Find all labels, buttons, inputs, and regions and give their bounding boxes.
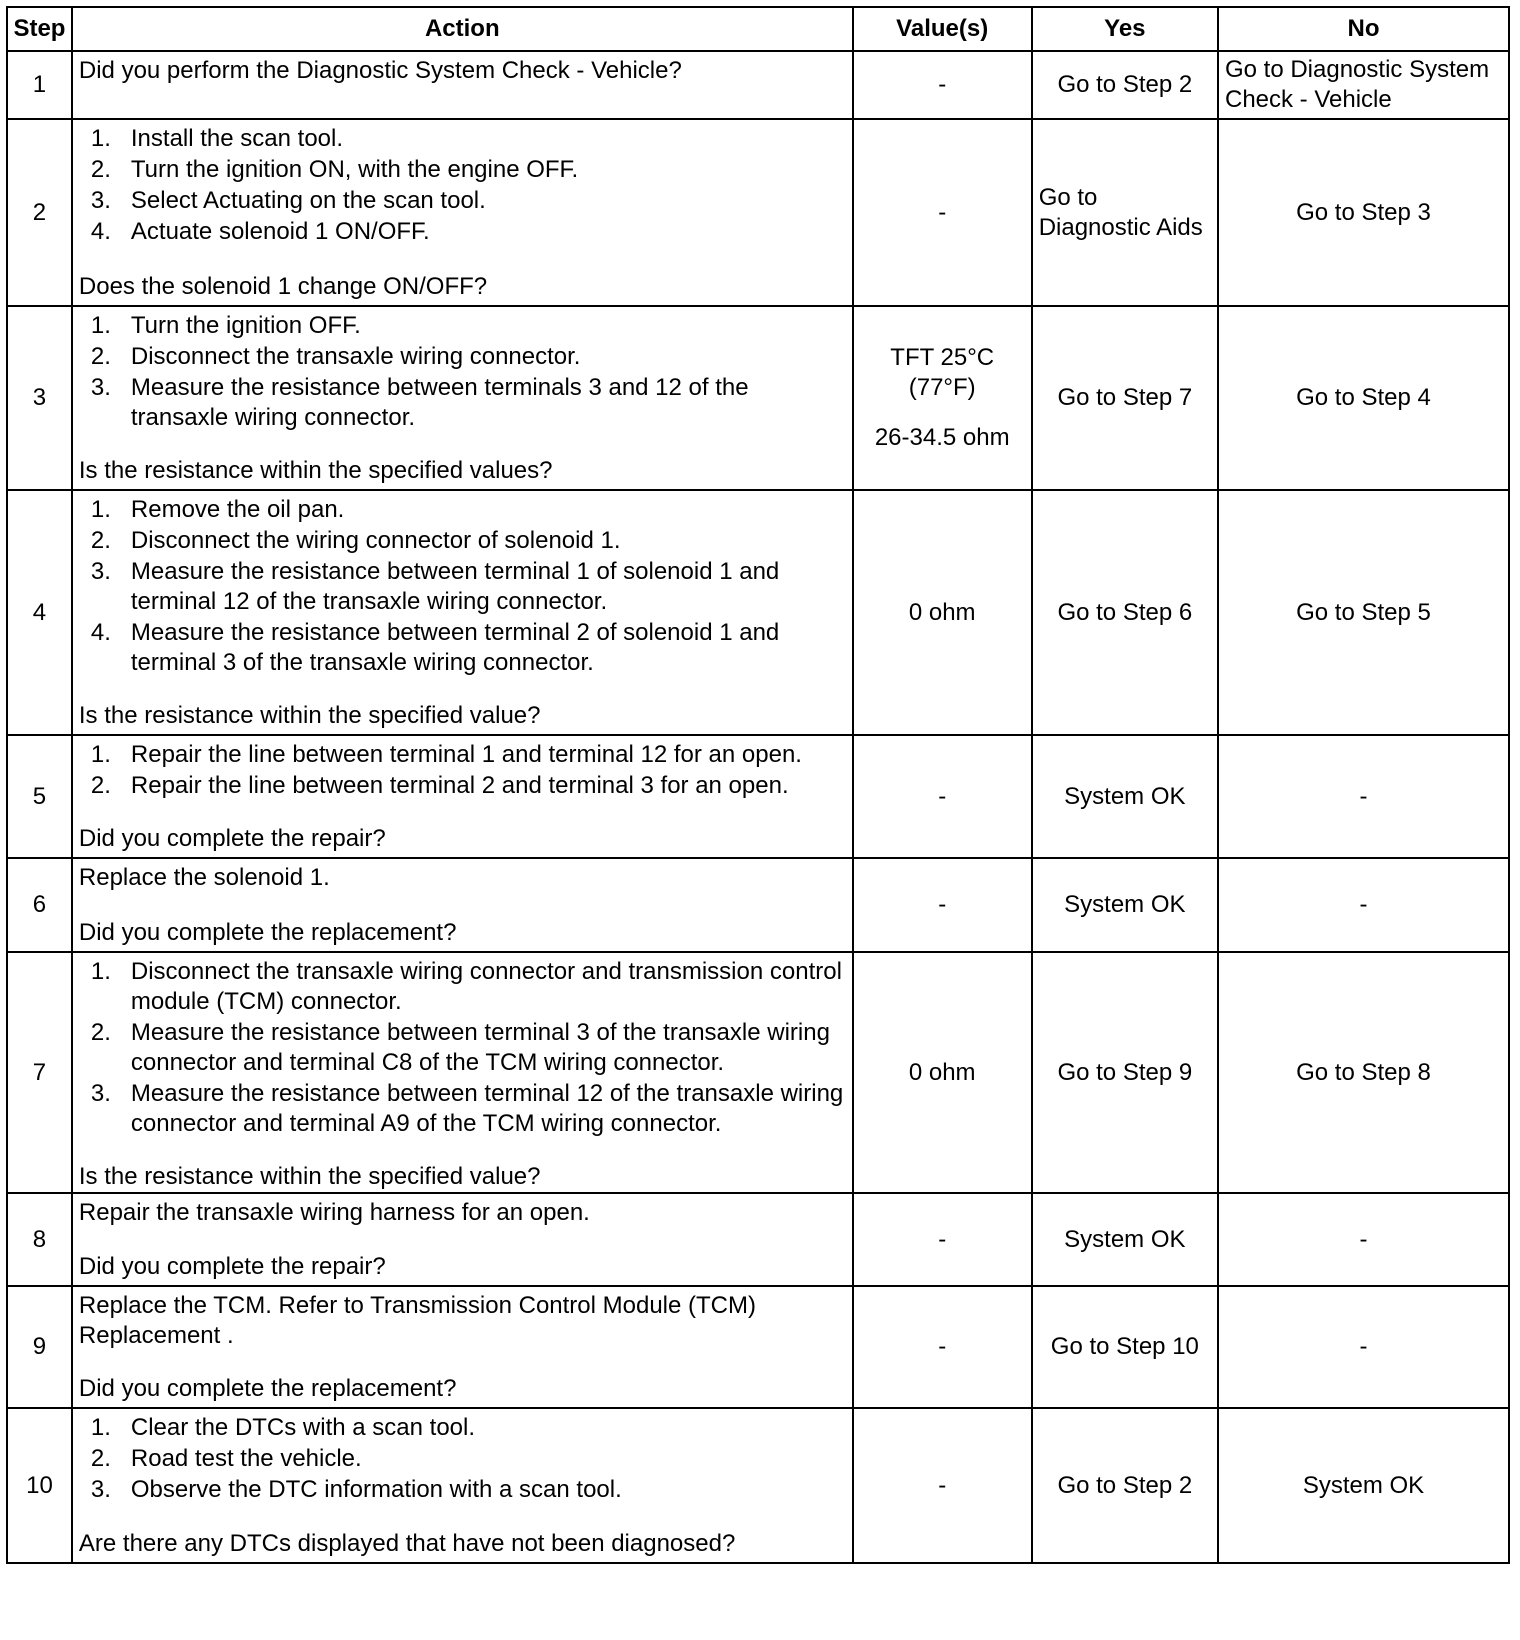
action-top xyxy=(79,56,846,86)
list-item-number: 1. xyxy=(90,957,111,985)
action-top xyxy=(79,740,846,802)
step-number: 1 xyxy=(7,51,72,119)
no-cell: - xyxy=(1218,858,1509,952)
list-item-number: 3. xyxy=(90,557,111,585)
value-cell xyxy=(853,1286,1032,1408)
action-question: Did you complete the replacement? xyxy=(78,918,457,946)
list-item-number: 3. xyxy=(90,1079,111,1107)
yes-cell: Go to Diagnostic Aids xyxy=(1032,119,1218,306)
step-number: 5 xyxy=(7,735,72,858)
action-question: Did you complete the replacement? xyxy=(78,1374,457,1402)
list-item-text: Install the scan tool. xyxy=(130,124,344,152)
action-intro: Replace the TCM. Refer to Transmission Control Module (TCM) Replacement . xyxy=(78,1291,756,1349)
list-item-number: 2. xyxy=(90,771,111,799)
yes-cell: Go to Step 2 xyxy=(1032,1408,1218,1563)
list-item xyxy=(91,495,846,525)
list-item-text: Road test the vehicle. xyxy=(130,1444,362,1472)
step-number: 6 xyxy=(7,858,72,952)
list-item-text: Select Actuating on the scan tool. xyxy=(130,186,486,214)
header-step: Step xyxy=(7,7,72,51)
table-row xyxy=(7,119,1509,306)
action-steps-list xyxy=(79,495,846,678)
value-text: - xyxy=(938,71,947,98)
list-item-text: Measure the resistance between terminal 3 of the transaxle wiring connector and terminal C8 of the TCM wiring connector. xyxy=(130,1018,830,1076)
yes-cell: Go to Step 9 xyxy=(1032,952,1218,1193)
action-top xyxy=(79,1413,846,1506)
list-item xyxy=(91,1413,846,1443)
action-steps-list xyxy=(79,311,846,433)
list-item-number: 1. xyxy=(90,124,111,152)
action-cell xyxy=(72,1408,853,1563)
diagnostic-table xyxy=(6,6,1510,1564)
value-text: - xyxy=(938,1333,947,1360)
value-text: 26-34.5 ohm xyxy=(874,424,1010,451)
action-cell xyxy=(72,735,853,858)
list-item xyxy=(91,740,846,770)
list-item-text: Remove the oil pan. xyxy=(130,495,345,523)
list-item xyxy=(91,526,846,556)
yes-cell: Go to Step 7 xyxy=(1032,306,1218,490)
action-content xyxy=(79,56,846,115)
action-cell xyxy=(72,306,853,490)
value-text: - xyxy=(938,891,947,918)
action-content xyxy=(79,1413,846,1559)
action-intro: Replace the solenoid 1. xyxy=(78,863,330,891)
action-content xyxy=(79,311,846,486)
value-text: - xyxy=(938,1225,947,1253)
action-content xyxy=(79,495,846,731)
table-body xyxy=(7,51,1509,1563)
action-cell xyxy=(72,1286,853,1408)
value-text: TFT 25°C (77°F) xyxy=(890,344,995,401)
list-item-number: 3. xyxy=(90,186,111,214)
no-cell: Go to Step 3 xyxy=(1218,119,1509,306)
list-item-text: Disconnect the transaxle wiring connector and transmission control module (TCM) connector. xyxy=(130,957,842,1015)
action-intro: Repair the transaxle wiring harness for an open. xyxy=(78,1198,590,1226)
table-row xyxy=(7,735,1509,858)
no-cell: System OK xyxy=(1218,1408,1509,1563)
value-text: - xyxy=(938,198,947,226)
action-intro: Did you perform the Diagnostic System Check - Vehicle? xyxy=(78,56,682,84)
step-number: 2 xyxy=(7,119,72,306)
list-item xyxy=(91,311,846,341)
yes-cell: Go to Step 6 xyxy=(1032,490,1218,735)
list-item-text: Measure the resistance between terminals 3 and 12 of the transaxle wiring connector. xyxy=(130,373,749,431)
list-item-text: Measure the resistance between terminal 2 of solenoid 1 and terminal 3 of the transaxle wiring connector. xyxy=(130,618,780,676)
action-content xyxy=(79,124,846,302)
list-item-number: 1. xyxy=(90,740,111,768)
list-item xyxy=(91,124,846,154)
table-row xyxy=(7,51,1509,119)
no-cell: Go to Step 5 xyxy=(1218,490,1509,735)
table-row xyxy=(7,306,1509,490)
step-number: 3 xyxy=(7,306,72,490)
list-item-text: Disconnect the wiring connector of solenoid 1. xyxy=(130,526,621,554)
step-number: 9 xyxy=(7,1286,72,1408)
value-cell xyxy=(853,1408,1032,1563)
table-row xyxy=(7,1286,1509,1408)
action-content xyxy=(79,1198,846,1282)
action-question: Did you complete the repair? xyxy=(78,1252,386,1280)
value-cell xyxy=(853,735,1032,858)
list-item-number: 2. xyxy=(90,1444,111,1472)
table-row xyxy=(7,1408,1509,1563)
action-question: Did you complete the repair? xyxy=(78,824,386,852)
no-cell: Go to Step 4 xyxy=(1218,306,1509,490)
list-item xyxy=(91,373,846,433)
list-item-number: 2. xyxy=(90,526,111,554)
header-action: Action xyxy=(72,7,853,51)
list-item-number: 2. xyxy=(90,155,111,183)
list-item-text: Measure the resistance between terminal 12 of the transaxle wiring connector and terminal A9 of the TCM wiring connector. xyxy=(130,1079,844,1137)
list-item-text: Clear the DTCs with a scan tool. xyxy=(130,1413,476,1441)
value-text: 0 ohm xyxy=(908,598,976,626)
header-yes: Yes xyxy=(1032,7,1218,51)
list-item-number: 1. xyxy=(90,1413,111,1441)
step-number: 4 xyxy=(7,490,72,735)
action-question: Is the resistance within the specified value? xyxy=(78,1162,541,1190)
value-cell xyxy=(853,51,1032,119)
value-cell xyxy=(853,119,1032,306)
action-cell xyxy=(72,952,853,1193)
no-cell: - xyxy=(1218,735,1509,858)
action-cell xyxy=(72,858,853,952)
header-values: Value(s) xyxy=(853,7,1032,51)
list-item xyxy=(91,957,846,1017)
action-cell xyxy=(72,490,853,735)
list-item-text: Observe the DTC information with a scan tool. xyxy=(130,1475,622,1503)
list-item-number: 1. xyxy=(90,495,111,523)
yes-cell: System OK xyxy=(1032,1193,1218,1286)
list-item-text: Disconnect the transaxle wiring connector. xyxy=(130,342,581,370)
value-cell xyxy=(853,1193,1032,1286)
list-item-number: 1. xyxy=(90,311,111,339)
action-top xyxy=(79,1291,846,1351)
value-text: - xyxy=(938,1471,947,1499)
action-steps-list xyxy=(79,740,846,801)
value-cell xyxy=(853,306,1032,490)
list-item-number: 2. xyxy=(90,342,111,370)
no-cell: Go to Step 8 xyxy=(1218,952,1509,1193)
list-item-text: Turn the ignition OFF. xyxy=(130,311,361,339)
list-item xyxy=(91,155,846,185)
no-cell: Go to Diagnostic System Check - Vehicle xyxy=(1218,51,1509,119)
list-item xyxy=(91,618,846,678)
list-item-number: 2. xyxy=(90,1018,111,1046)
header-no: No xyxy=(1218,7,1509,51)
action-steps-list xyxy=(79,124,846,247)
value-cell xyxy=(853,490,1032,735)
list-item-number: 4. xyxy=(90,217,111,245)
list-item xyxy=(91,771,846,801)
list-item-text: Repair the line between terminal 2 and terminal 3 for an open. xyxy=(130,771,789,799)
header-row xyxy=(7,7,1509,51)
value-text: - xyxy=(938,782,947,810)
action-top xyxy=(79,957,846,1140)
list-item-text: Repair the line between terminal 1 and terminal 12 for an open. xyxy=(130,740,802,768)
yes-cell: Go to Step 2 xyxy=(1032,51,1218,119)
action-question: Is the resistance within the specified values? xyxy=(78,456,553,484)
step-number: 8 xyxy=(7,1193,72,1286)
action-top xyxy=(79,863,846,893)
action-question: Is the resistance within the specified value? xyxy=(78,701,541,729)
value-text: 0 ohm xyxy=(908,1058,976,1086)
table-row xyxy=(7,858,1509,952)
step-number: 7 xyxy=(7,952,72,1193)
table-row xyxy=(7,1193,1509,1286)
action-question: Are there any DTCs displayed that have not been diagnosed? xyxy=(78,1529,736,1557)
list-item xyxy=(91,557,846,617)
list-item xyxy=(91,1475,846,1505)
action-top xyxy=(79,1198,846,1228)
yes-cell: System OK xyxy=(1032,858,1218,952)
list-item xyxy=(91,1444,846,1474)
list-item-text: Measure the resistance between terminal 1 of solenoid 1 and terminal 12 of the transaxle wiring connector. xyxy=(130,557,780,615)
no-cell: - xyxy=(1218,1193,1509,1286)
list-item-text: Turn the ignition ON, with the engine OFF. xyxy=(130,155,579,183)
action-content xyxy=(79,740,846,854)
action-content xyxy=(79,957,846,1189)
list-item xyxy=(91,217,846,247)
action-content xyxy=(79,863,846,948)
value-cell xyxy=(853,858,1032,952)
list-item-number: 3. xyxy=(90,1475,111,1503)
list-item-number: 4. xyxy=(90,618,111,646)
list-item xyxy=(91,342,846,372)
list-item xyxy=(91,1079,846,1139)
no-cell: - xyxy=(1218,1286,1509,1408)
action-top xyxy=(79,124,846,248)
list-item xyxy=(91,186,846,216)
action-cell xyxy=(72,51,853,119)
table-row xyxy=(7,490,1509,735)
step-number: 10 xyxy=(7,1408,72,1563)
action-steps-list xyxy=(79,1413,846,1505)
list-item xyxy=(91,1018,846,1078)
action-cell xyxy=(72,1193,853,1286)
value-cell xyxy=(853,952,1032,1193)
action-question: Does the solenoid 1 change ON/OFF? xyxy=(78,272,488,300)
yes-cell: System OK xyxy=(1032,735,1218,858)
action-cell xyxy=(72,119,853,306)
action-top xyxy=(79,311,846,434)
list-item-number: 3. xyxy=(90,373,111,401)
yes-cell: Go to Step 10 xyxy=(1032,1286,1218,1408)
action-content xyxy=(79,1291,846,1404)
action-top xyxy=(79,495,846,679)
table-row xyxy=(7,952,1509,1193)
action-steps-list xyxy=(79,957,846,1139)
list-item-text: Actuate solenoid 1 ON/OFF. xyxy=(130,217,430,245)
